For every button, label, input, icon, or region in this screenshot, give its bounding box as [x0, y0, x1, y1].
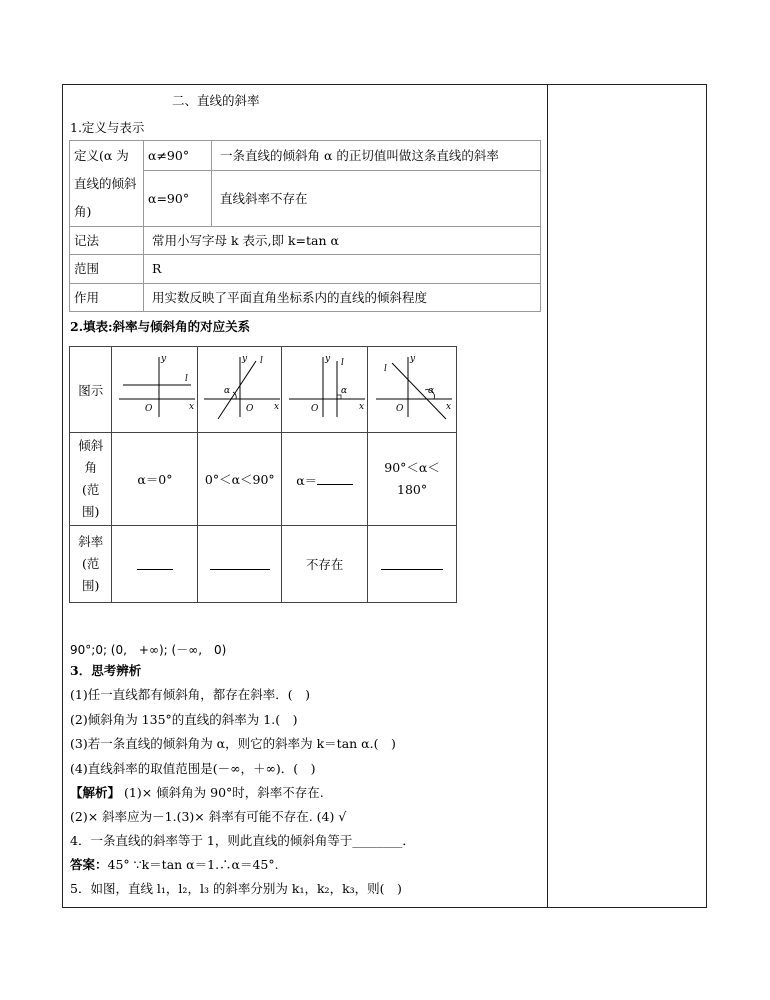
diagram-row-label: 图示	[70, 347, 112, 433]
answer-line: 90°;0; (0, +∞); (－∞, 0)	[70, 643, 227, 657]
svg-text:O: O	[396, 404, 404, 414]
column-divider	[547, 84, 548, 908]
condition-not-90: α≠90°	[144, 141, 212, 171]
notation-value: 常用小写字母 k 表示,即 k=tan α	[144, 227, 541, 255]
graph-horizontal	[112, 347, 198, 433]
angle-acute: 0°＜α＜90°	[198, 433, 282, 526]
graph-obtuse-svg	[372, 353, 452, 423]
graph-vertical-svg	[285, 353, 365, 423]
svg-text:x: x	[358, 402, 364, 412]
analysis-tag: 【解析】	[70, 785, 121, 800]
slope-blank-2[interactable]	[198, 526, 282, 603]
q3-item-2: (2)倾斜角为 135°的直线的斜率为 1.( )	[70, 712, 298, 727]
q5: 5．如图，直线 l₁，l₂，l₃ 的斜率分别为 k₁，k₂，k₃，则( )	[70, 881, 402, 896]
definition-table	[69, 140, 541, 312]
q3-item-1: (1)任一直线都有倾斜角，都存在斜率．( )	[70, 687, 310, 702]
svg-text:l: l	[340, 358, 344, 368]
q3-heading: 3．思考辨析	[70, 663, 142, 678]
slope-blank-1[interactable]	[112, 526, 198, 603]
graph-horizontal-svg	[115, 353, 195, 423]
definition-desc: 一条直线的倾斜角 α 的正切值叫做这条直线的斜率	[212, 141, 541, 171]
condition-90: α=90°	[144, 171, 212, 227]
slope-row-label: 斜率 (范 围)	[70, 526, 112, 603]
svg-text:y: y	[160, 354, 166, 364]
angle-zero: α＝0°	[112, 433, 198, 526]
slope-not-exist: 不存在	[282, 526, 368, 603]
q3-item-3: (3)若一条直线的倾斜角为 α，则它的斜率为 k＝tan α.( )	[70, 736, 396, 751]
analysis-text-1: (1)× 倾斜角为 90°时，斜率不存在.	[120, 785, 324, 800]
q3-item-4: (4)直线斜率的取值范围是(－∞，＋∞)．( )	[70, 761, 316, 776]
svg-text:l: l	[259, 356, 263, 366]
graph-obtuse	[368, 347, 457, 433]
heading-fill-table: 2.填表:斜率与倾斜角的对应关系	[70, 319, 251, 334]
graph-acute	[198, 347, 282, 433]
angle-right: α＝	[282, 433, 368, 526]
angle-row-label: 倾斜 角 (范 围)	[70, 433, 112, 526]
svg-text:y: y	[324, 354, 330, 364]
svg-text:x: x	[188, 402, 194, 412]
answer-tag: 答案：	[70, 857, 108, 872]
svg-text:α: α	[428, 386, 435, 396]
svg-text:α: α	[223, 386, 230, 396]
angle-obtuse: 90°＜α＜ 180°	[368, 433, 457, 526]
svg-text:y: y	[410, 354, 416, 364]
svg-text:x: x	[446, 402, 452, 412]
definition-label: 定义(α 为直线的倾斜角)	[70, 141, 144, 227]
use-label: 作用	[70, 284, 144, 312]
use-value: 用实数反映了平面直角坐标系内的直线的倾斜程度	[144, 284, 541, 312]
heading-definition: 1.定义与表示	[70, 120, 145, 135]
slope-blank-4[interactable]	[368, 526, 457, 603]
svg-text:y: y	[241, 354, 247, 364]
svg-text:l: l	[384, 364, 387, 374]
svg-text:x: x	[273, 402, 279, 412]
graph-acute-svg	[200, 353, 280, 423]
answer-text: 45° ∵k＝tan α＝1.∴α＝45°.	[107, 857, 279, 872]
graph-vertical	[282, 347, 368, 433]
answer-line-q4	[70, 857, 279, 873]
range-value: R	[144, 255, 541, 284]
svg-text:O: O	[245, 404, 254, 414]
no-slope-desc: 直线斜率不存在	[212, 171, 541, 227]
section-title: 二、直线的斜率	[172, 93, 260, 108]
fill-table	[69, 346, 457, 603]
svg-text:O: O	[144, 404, 153, 414]
analysis-line-2: (2)× 斜率应为－1.(3)× 斜率有可能不存在. (4) √	[70, 809, 347, 824]
q4: 4．一条直线的斜率等于 1，则此直线的倾斜角等于________．	[70, 833, 415, 848]
svg-text:α: α	[340, 386, 347, 396]
notation-label: 记法	[70, 227, 144, 255]
analysis-line-1	[70, 785, 324, 801]
svg-text:l: l	[184, 374, 188, 384]
range-label: 范围	[70, 255, 144, 284]
svg-text:O: O	[310, 404, 319, 414]
blank-angle[interactable]	[317, 470, 353, 485]
